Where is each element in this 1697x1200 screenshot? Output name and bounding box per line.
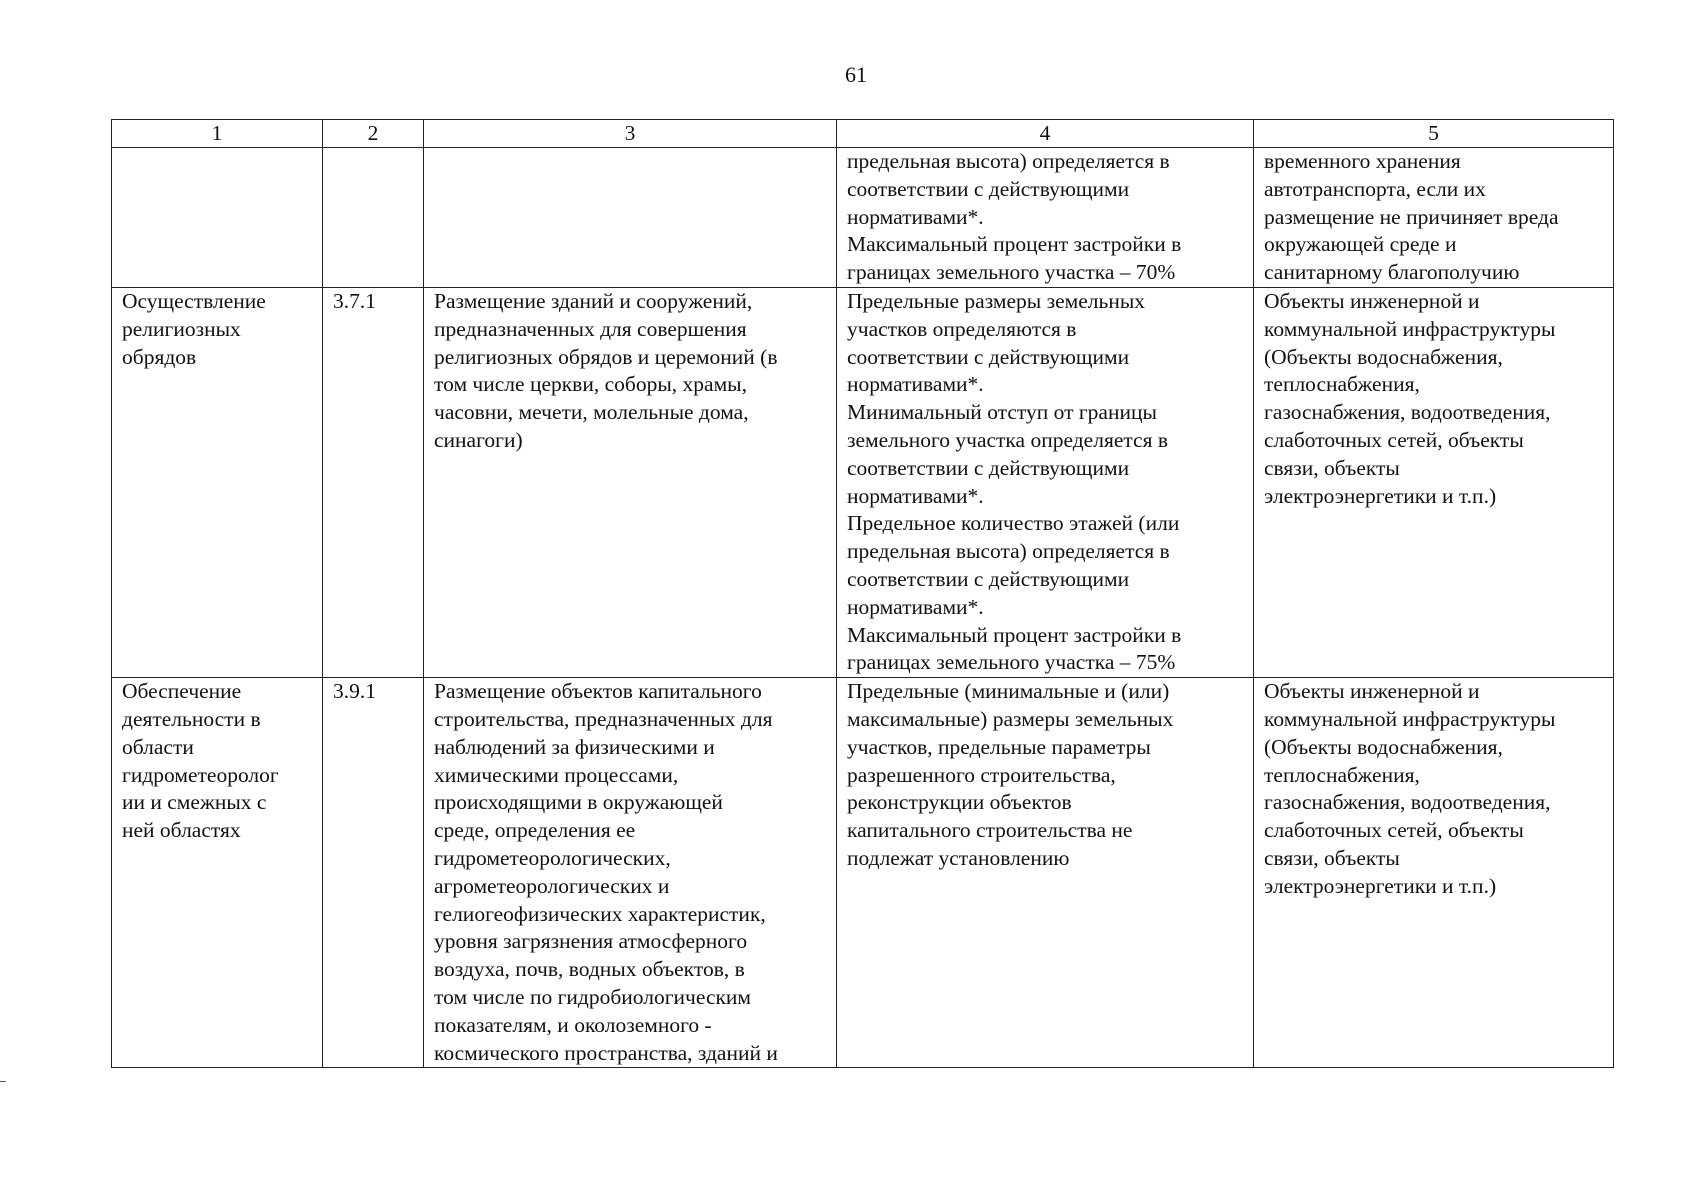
table-row-hydrometeorology bbox=[112, 678, 1614, 1068]
column-header-2: 2 bbox=[323, 120, 424, 148]
cell-parameters: предельная высота) определяется в соответствии с действующими нормативами*. Максимальный процент застройки в границах земельного участка – 70% bbox=[837, 148, 1254, 288]
cell-parameters: Предельные размеры земельных участков определяются в соответствии с действующими нормативами*. Минимальный отступ от границы земельного участка определяется в соответствии с действующими нормативами*. Предельное количество этажей (или предельная высота) определяется в соответствии с действующими нормативами*. Максимальный процент застройки в границах земельного участка – 75% bbox=[837, 287, 1254, 677]
cell-auxiliary-uses: временного хранения автотранспорта, если их размещение не причиняет вреда окружающей среде и санитарному благополучию bbox=[1254, 148, 1614, 288]
cell-use-type: Обеспечение деятельности в области гидрометеоролог ии и смежных с ней областях bbox=[112, 678, 323, 1068]
cell-auxiliary-uses: Объекты инженерной и коммунальной инфраструктуры (Объекты водоснабжения, теплоснабжения, газоснабжения, водоотведения, слаботочных сетей, объекты связи, объекты электроэнергетики и т.п.) bbox=[1254, 678, 1614, 1068]
cell-use-type bbox=[112, 148, 323, 288]
cell-auxiliary-uses: Объекты инженерной и коммунальной инфраструктуры (Объекты водоснабжения, теплоснабжения, газоснабжения, водоотведения, слаботочных сетей, объекты связи, объекты электроэнергетики и т.п.) bbox=[1254, 287, 1614, 677]
column-header-5: 5 bbox=[1254, 120, 1614, 148]
page-number: 61 bbox=[845, 62, 867, 87]
column-header-1: 1 bbox=[112, 120, 323, 148]
table-header-row bbox=[112, 120, 1614, 148]
table-row-religious-rites bbox=[112, 287, 1614, 677]
cell-description: Размещение объектов капитального строительства, предназначенных для наблюдений за физическими и химическими процессами, происходящими в окружающей среде, определения ее гидрометеорологических, агрометеорологических и гелиогеофизических характеристик, уровня загрязнения атмосферного воздуха, почв, водных объектов, в том числе по гидробиологическим показателям, и околоземного - космического пространства, зданий и bbox=[424, 678, 837, 1068]
cell-description: Размещение зданий и сооружений, предназначенных для совершения религиозных обрядов и церемоний (в том числе церкви, соборы, храмы, часовни, мечети, молельные дома, синагоги) bbox=[424, 287, 837, 677]
zoning-table bbox=[111, 119, 1614, 1068]
scan-edge-mark bbox=[0, 1081, 6, 1082]
cell-code: 3.7.1 bbox=[323, 287, 424, 677]
cell-use-type: Осуществление религиозных обрядов bbox=[112, 287, 323, 677]
cell-code: 3.9.1 bbox=[323, 678, 424, 1068]
table-row-continued bbox=[112, 148, 1614, 288]
column-header-4: 4 bbox=[837, 120, 1254, 148]
cell-description bbox=[424, 148, 837, 288]
column-header-3: 3 bbox=[424, 120, 837, 148]
cell-code bbox=[323, 148, 424, 288]
cell-parameters: Предельные (минимальные и (или) максимальные) размеры земельных участков, предельные параметры разрешенного строительства, реконструкции объектов капитального строительства не подлежат установлению bbox=[837, 678, 1254, 1068]
